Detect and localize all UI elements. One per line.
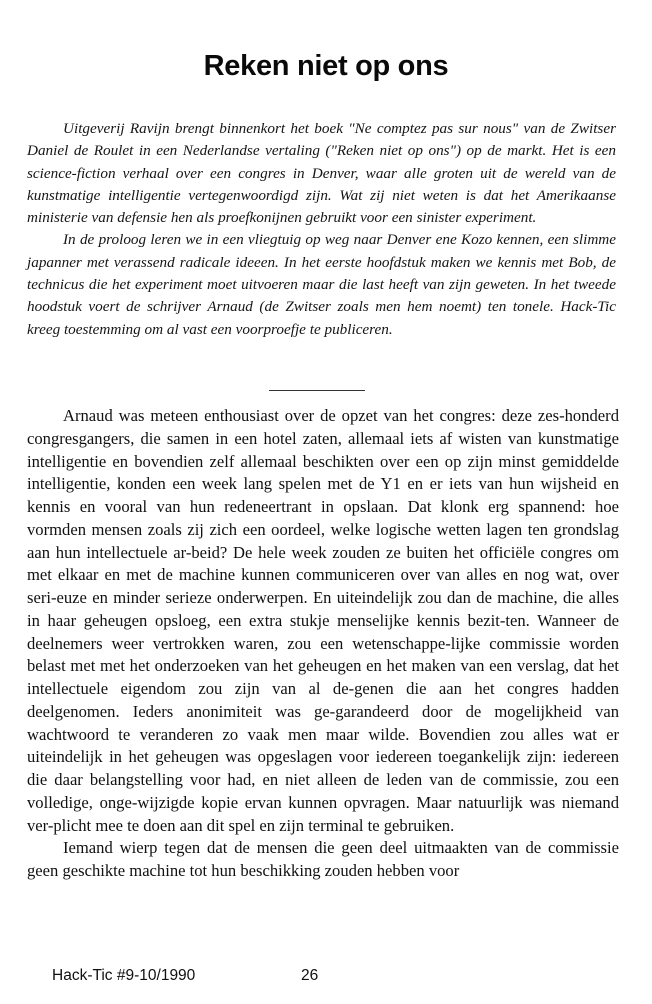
article-intro — [27, 118, 616, 341]
publication-label: Hack-Tic #9-10/1990 — [52, 967, 196, 984]
article-body — [27, 405, 619, 883]
body-paragraph: Iemand wierp tegen dat de mensen die geen deel uitmaakten van de commissie geen geschikte machine tot hun beschikking zouden hebben voor — [27, 838, 619, 880]
intro-paragraph: In de proloog leren we in een vliegtuig op weg naar Denver ene Kozo kennen, een slimme japanner met verassend radicale ideeen. In het eerste hoofdstuk maken we kennis met Bob, de technicus die het experiment moet uitvoeren maar die last heeft van zijn geweten. In het tweede hoodstuk voert de schrijver Arnaud (de Zwitser zoals men hem noemt) ten tonele. Hack-Tic kreeg toestemming om al vast een voorproefje te publiceren. — [27, 231, 616, 338]
body-paragraph: Arnaud was meteen enthousiast over de opzet van het congres: deze zes-honderd congresgangers, die samen in een hotel zaten, allemaal iets af wisten van kunstmatige intelligentie en bovendien zelf allemaal beschikten over een op zijn minst gemiddelde intelligentie, konden een week lang spelen met de Y1 en er iets van hun wijsheid en kennis en vooral van hun redeneertrant in opslaan. Dat klonk erg spannend: hoe vormden mensen zoals zij zich een oordeel, welke logische wetten lagen ten grondslag aan hun intellectuele ar-beid? De hele week zouden ze buiten het officiële congres om met elkaar en met de machine kunnen communiceren over van alles en nog wat, over seri-euze en minder serieze onderwerpen. En uiteindelijk zou dan de machine, die alles in haar geheugen opsloeg, een extra stukje menselijke kennis bezit-ten. Wanneer de deelnemers weer vertrokken waren, zou een wetenschappe-lijke commissie worden belast met met het onderzoeken van het geheugen en het maken van een verslag, dat het intellectuele eigendom zou zijn van al de-genen die aan het congres hadden deelgenomen. Ieders anonimiteit was ge-garandeerd door de mogelijkheid van wachtwoord te veranderen zo vaak men maar wilde. Bovendien zou alles wat er uiteindelijk in het geheugen was opgeslagen voor iedereen toegankelijk zijn: iedereen die daar belangstelling voor had, en niet alleen de leden van de commissie, zou een volledige, onge-wijzigde kopie ervan kunnen opvragen. Maar natuurlijk was niemand ver-plicht mee te doen aan dit spel en zijn terminal te gebruiken. — [27, 406, 619, 835]
section-divider — [269, 390, 365, 391]
page-footer — [52, 967, 319, 985]
page-number: 26 — [301, 967, 319, 984]
intro-paragraph: Uitgeverij Ravijn brengt binnenkort het boek "Ne comptez pas sur nous" van de Zwitser Daniel de Roulet in een Nederlandse vertaling ("Reken niet op ons") op de markt. Het is een science-fiction verhaal over een congres in Denver, waar alle groten uit de wereld van de kunstmatige intelligentie vertegenwoordigd zijn. Wat zij niet weten is dat het Amerikaanse ministerie van defensie hen als proefkonijnen gebruikt voor een sinister experiment. — [27, 120, 616, 227]
article-title: Reken niet op ons — [203, 50, 449, 82]
